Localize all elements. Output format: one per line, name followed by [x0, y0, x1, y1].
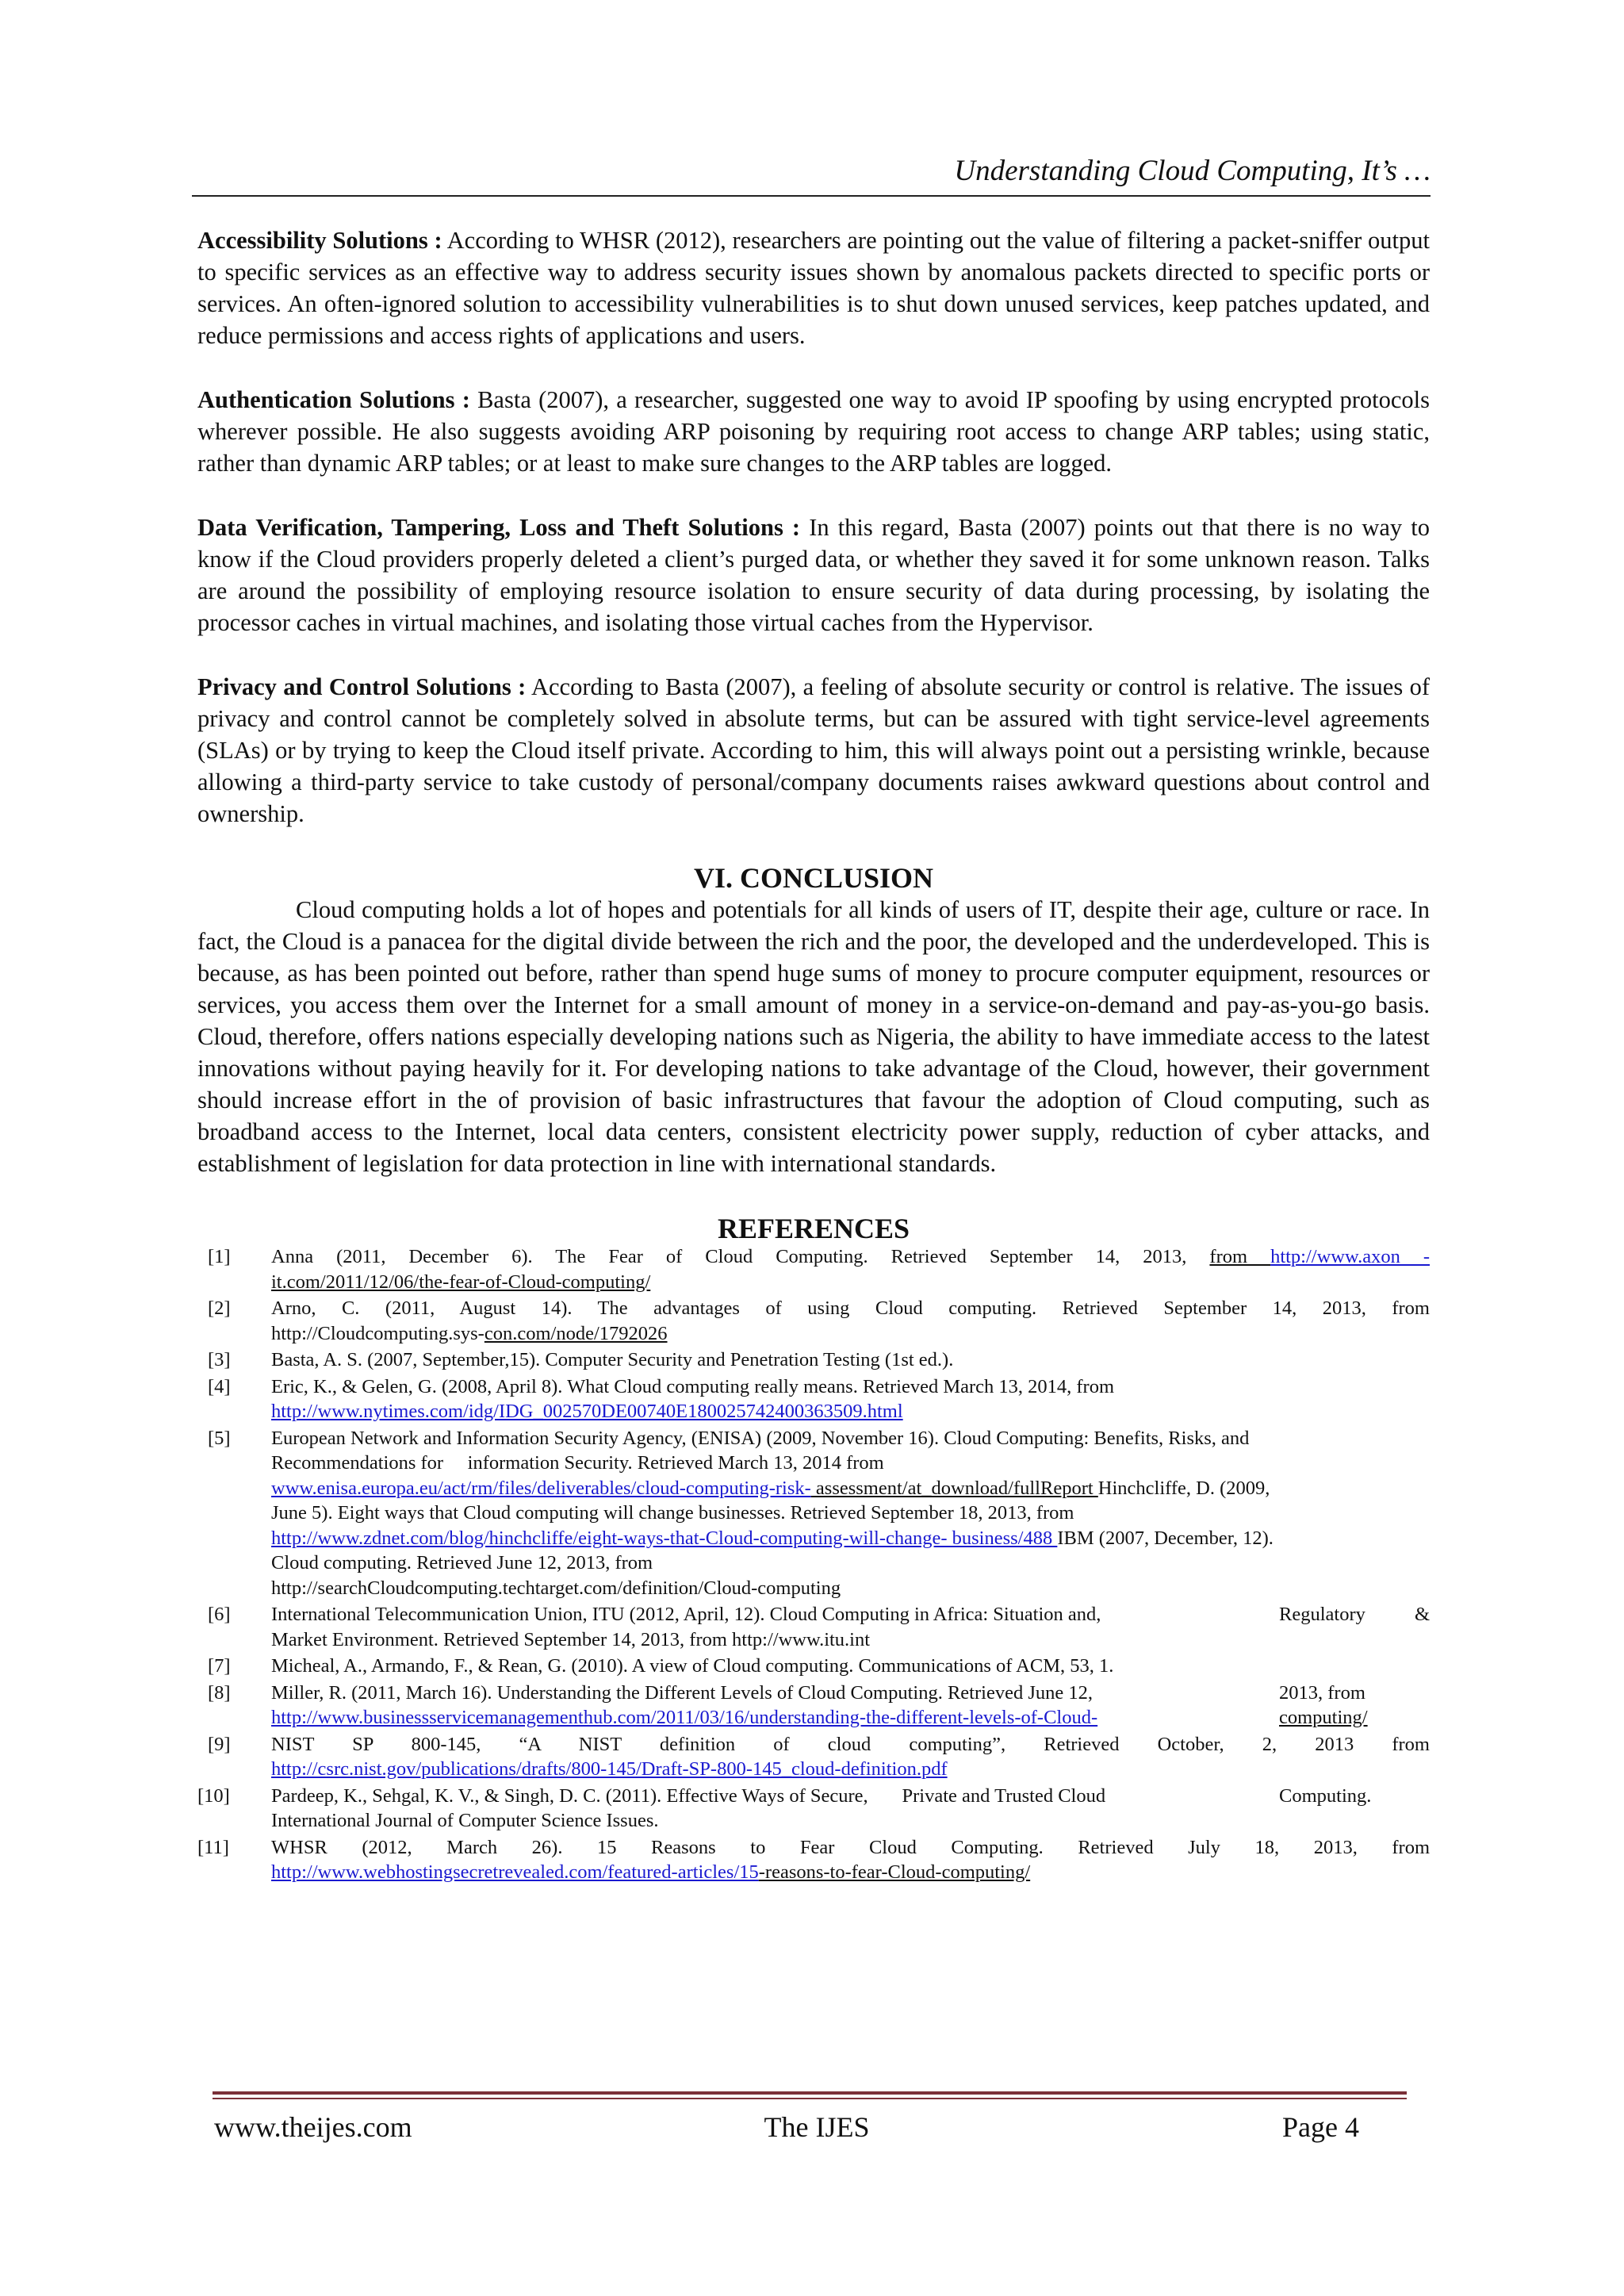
paragraph-heading: Privacy and Control Solutions :: [197, 673, 527, 700]
footer-rule: [213, 2091, 1407, 2095]
footer-page-number: Page 4: [1282, 2111, 1359, 2143]
reference-text: Pardeep, K., Sehgal, K. V., & Singh, D. C. (2011). Effective Ways of Secure, Private and Trusted Cloud: [271, 1784, 1106, 1807]
data-verification-solutions-paragraph: [197, 512, 1430, 638]
reference-item: [197, 1244, 1430, 1294]
reference-text: NIST SP 800-145, “A NIST definition of cloud computing”, Retrieved October, 2, 2013 from: [271, 1733, 1430, 1755]
paragraph-text: According to WHSR (2012), researchers are pointing out the value of filtering a packet-sniffer output to specific services as an effective way to address security issues shown by anomalous packets directed to specific ports or services. An often-ignored solution to accessibility vulnerabilities is to shut down unused services, keep patches updated, and reduce permissions and access rights of applications and users.: [197, 227, 1430, 349]
reference-number: [1]: [208, 1246, 231, 1267]
reference-text: Regulatory: [1279, 1604, 1365, 1625]
conclusion-paragraph: Cloud computing holds a lot of hopes and potentials for all kinds of users of IT, despite their age, culture or race. In fact, the Cloud is a panacea for the digital divide between the rich and the poor, the developed and the underdeveloped. This is because, as has been pointed out before, rather than spend huge sums of money to procure computer equipment, resources or services, you access them over the Internet for a small amount of money in a service-on-demand and pay-as-you-go basis. Cloud, therefore, offers nations especially developing nations such as Nigeria, the ability to have immediate access to the latest innovations without paying heavily for it. For developing nations to take advantage of the Cloud, however, their government should increase effort in the of provision of basic infrastructures that favour the adoption of Cloud computing, such as broadband access to the Internet, local data centers, consistent electricity power supply, reduction of cyber attacks, and establishment of legislation for data protection in line with international standards.: [197, 896, 1430, 1177]
reference-link[interactable]: con.com/node/1792026: [484, 1322, 668, 1344]
reference-number: [2]: [208, 1297, 231, 1319]
reference-text: Recommendations for information Security. Retrieved March 13, 2014 from: [271, 1452, 884, 1474]
reference-number: [8]: [208, 1681, 231, 1704]
reference-item: [197, 1732, 1430, 1782]
reference-text: from: [1209, 1246, 1271, 1267]
reference-text: http://searchCloudcomputing.techtarget.com/definition/Cloud-computing: [271, 1577, 841, 1599]
footer-journal-name: The IJES: [764, 2111, 870, 2143]
reference-number: [9]: [208, 1733, 231, 1755]
reference-text: Basta, A. S. (2007, September,15). Computer Security and Penetration Testing (1st ed.).: [271, 1349, 954, 1370]
reference-text: 2013, from: [1279, 1681, 1365, 1704]
reference-text: European Network and Information Security Agency, (ENISA) (2009, November 16). Cloud Computing: Benefits, Risks, and: [271, 1427, 1250, 1449]
footer-website[interactable]: www.theijes.com: [214, 2111, 412, 2143]
references-heading: REFERENCES: [717, 1213, 910, 1244]
reference-number: [7]: [208, 1655, 231, 1677]
reference-text: Hinchcliffe, D. (2009,: [1097, 1477, 1270, 1499]
reference-item: [197, 1296, 1430, 1346]
reference-link[interactable]: computing/: [1279, 1707, 1368, 1728]
paragraph-heading: Authentication Solutions :: [197, 386, 470, 413]
reference-link[interactable]: it.com/2011/12/06/the-fear-of-Cloud-computing/: [271, 1271, 651, 1293]
reference-item: [197, 1374, 1430, 1424]
reference-link[interactable]: http://www.zdnet.com/blog/hinchcliffe/eight-ways-that-Cloud-computing-will-change- business/488: [271, 1527, 1058, 1549]
paragraph-text: According to Basta (2007), a feeling of absolute security or control is relative. The issues of privacy and control cannot be completely solved in absolute terms, but can be assured with tight service-level agreements (SLAs) or by trying to keep the Cloud itself private. According to him, this will always point out a persisting wrinkle, because allowing a third-party service to take custody of personal/company documents raises awkward questions about control and ownership.: [197, 673, 1431, 827]
reference-text: Arno, C. (2011, August 14). The advantages of using Cloud computing. Retrieved September 14, 2013, from: [271, 1297, 1430, 1319]
reference-number: [5]: [208, 1427, 231, 1449]
reference-item: [197, 1784, 1430, 1834]
reference-item: [197, 1654, 1430, 1679]
reference-number: [11]: [197, 1836, 229, 1858]
reference-item: [197, 1426, 1430, 1601]
reference-link[interactable]: -reasons-to-fear-Cloud-computing/: [758, 1861, 1031, 1883]
article-body: [197, 224, 1430, 1887]
reference-link[interactable]: http://www.webhostingsecretrevealed.com/featured-articles/15: [271, 1861, 759, 1883]
reference-text: June 5). Eight ways that Cloud computing will change businesses. Retrieved September 18, 2013, from: [271, 1502, 1074, 1524]
reference-link[interactable]: http://www.nytimes.com/idg/IDG_002570DE00740E180025742400363509.html: [271, 1401, 903, 1422]
reference-list: [197, 1244, 1430, 1885]
reference-text: Micheal, A., Armando, F., & Rean, G. (2010). A view of Cloud computing. Communications of ACM, 53, 1.: [271, 1655, 1114, 1677]
reference-link[interactable]: assessment/at_download/fullReport: [810, 1477, 1098, 1499]
reference-number: [3]: [208, 1349, 231, 1370]
reference-text: Cloud computing. Retrieved June 12, 2013, from: [271, 1552, 653, 1573]
reference-text: Computing.: [1279, 1784, 1372, 1807]
reference-text: International Telecommunication Union, ITU (2012, April, 12). Cloud Computing in Africa: Situation and,: [271, 1604, 1101, 1625]
reference-item: [197, 1835, 1430, 1885]
reference-link[interactable]: http://csrc.nist.gov/publications/drafts/800-145/Draft-SP-800-145_cloud-definition.pdf: [271, 1758, 948, 1780]
reference-text: Eric, K., & Gelen, G. (2008, April 8). What Cloud computing really means. Retrieved March 13, 2014, from: [271, 1375, 1115, 1397]
reference-text: IBM (2007, December, 12).: [1057, 1527, 1274, 1549]
reference-text: International Journal of Computer Science Issues.: [271, 1810, 659, 1831]
reference-link[interactable]: http://www.businessservicemanagementhub.com/2011/03/16/understanding-the-different-levels-of-Cloud-: [271, 1707, 1098, 1728]
authentication-solutions-paragraph: [197, 384, 1430, 479]
footer-rule: [213, 2098, 1407, 2099]
reference-number: [10]: [197, 1784, 230, 1807]
reference-text: Miller, R. (2011, March 16). Understanding the Different Levels of Cloud Computing. Retrieved June 12,: [271, 1681, 1093, 1704]
reference-item: [197, 1681, 1430, 1731]
paragraph-text: Basta (2007), a researcher, suggested one way to avoid IP spoofing by using encrypted protocols wherever possible. He also suggests avoiding ARP poisoning by requiring root access to change ARP tables; using static, rather than dynamic ARP tables; or at least to make sure changes to the ARP tables are logged.: [197, 386, 1430, 477]
reference-link[interactable]: www.enisa.europa.eu/act/rm/files/deliverables/cloud-computing-risk-: [271, 1477, 811, 1499]
reference-text: Anna (2011, December 6). The Fear of Cloud Computing. Retrieved September 14, 2013,: [271, 1246, 1210, 1267]
reference-item: [197, 1602, 1430, 1652]
conclusion-heading: VI. CONCLUSION: [693, 862, 934, 894]
reference-text: WHSR (2012, March 26). 15 Reasons to Fear Cloud Computing. Retrieved July 18, 2013, from: [271, 1836, 1430, 1858]
reference-number: [4]: [208, 1375, 231, 1397]
reference-text: http://Cloudcomputing.sys-: [271, 1322, 485, 1344]
reference-text: Market Environment. Retrieved September 14, 2013, from http://www.itu.int: [271, 1628, 871, 1650]
running-header: Understanding Cloud Computing, It’s …: [192, 152, 1431, 197]
reference-text: &: [1414, 1604, 1430, 1625]
reference-link[interactable]: http://www.axon -: [1270, 1246, 1431, 1267]
privacy-control-solutions-paragraph: [197, 671, 1430, 830]
accessibility-solutions-paragraph: [197, 224, 1430, 351]
paragraph-text: In this regard, Basta (2007) points out that there is no way to know if the Cloud providers properly deleted a client’s purged data, or whether they saved it for some unknown reason. Talks are around the possibility of employing resource isolation to ensure security of data during processing, by isolating the processor caches in virtual machines, and isolating those virtual caches from the Hypervisor.: [197, 514, 1430, 636]
reference-number: [6]: [208, 1604, 231, 1625]
paragraph-heading: Data Verification, Tampering, Loss and Theft Solutions :: [197, 514, 801, 541]
reference-item: [197, 1347, 1430, 1373]
paragraph-heading: Accessibility Solutions :: [197, 227, 442, 254]
